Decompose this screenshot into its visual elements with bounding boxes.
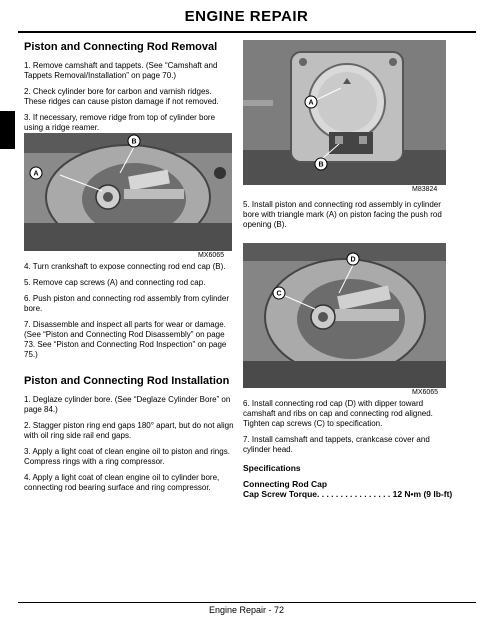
- step-text: 5. Remove cap screws (A) and connecting rod cap.: [24, 278, 206, 287]
- step-text: 5. Install piston and connecting rod assembly in cylinder bore with triangle mark (A) on piston facing the push rod opening (B).: [243, 200, 442, 229]
- right-column-bottom: [243, 399, 453, 499]
- installation-heading: Piston and Connecting Rod Installation: [24, 375, 230, 387]
- callout-b: B: [318, 161, 324, 169]
- step-text: 6. Install connecting rod cap (D) with dipper toward camshaft and ribs on cap and connecting rod aligned. Tighten cap screws (C) to specification.: [243, 399, 433, 428]
- callout-c: C: [276, 290, 282, 298]
- section-tab-marker: [0, 111, 15, 149]
- figure-id: MX6065: [198, 252, 225, 259]
- figure-id: M83824: [412, 186, 438, 193]
- page-header-title: ENGINE REPAIR: [184, 8, 309, 25]
- spec-label: Cap Screw Torque. . . . . . . . . . . . . . . .: [243, 489, 391, 499]
- step-text: 1. Deglaze cylinder bore. (See “Deglaze Cylinder Bore” on page 84.): [24, 395, 231, 414]
- callout-d: D: [350, 256, 356, 264]
- step-text: 4. Turn crankshaft to expose connecting rod end cap (B).: [24, 262, 226, 271]
- step-text: 3. If necessary, remove ridge from top of cylinder bore using a ridge reamer.: [24, 113, 216, 132]
- step-text: 7. Disassemble and inspect all parts for wear or damage. (See “Piston and Connecting Rod Disassembly” on page 73. See “Piston and Connecting Rod Inspection” on page 75.): [24, 320, 227, 359]
- figure-id: MX6065: [412, 389, 439, 396]
- figure-rod-cap-install: [243, 243, 446, 388]
- right-column-step5: [243, 200, 448, 236]
- spec-value: 12 N•m (9 lb-ft): [392, 489, 453, 499]
- header-rule: [18, 31, 476, 33]
- specifications-heading: Specifications: [243, 463, 301, 473]
- step-text: 4. Apply a light coat of clean engine oil to cylinder bore, connecting rod bearing surface and ring compressor.: [24, 473, 220, 492]
- piston-top-photo: [243, 40, 446, 185]
- callout-a: A: [33, 170, 39, 178]
- figure-piston-triangle-mark: [243, 40, 446, 185]
- spec-row: [243, 489, 453, 499]
- step-text: 2. Check cylinder bore for carbon and varnish ridges. These ridges can cause piston damage if not removed.: [24, 87, 219, 106]
- step-text: 7. Install camshaft and tappets, crankcase cover and cylinder head.: [243, 435, 430, 454]
- figure-piston-removal: [24, 133, 232, 251]
- spec-item-name: Connecting Rod Cap: [243, 479, 328, 489]
- connecting-rod-cap-photo: [243, 243, 446, 388]
- footer-rule: [18, 602, 476, 603]
- step-text: 3. Apply a light coat of clean engine oil to piston and rings. Compress rings with a ring compressor.: [24, 447, 230, 466]
- removal-heading: Piston and Connecting Rod Removal: [24, 41, 218, 53]
- page-footer: Engine Repair - 72: [208, 605, 285, 615]
- left-column-bottom: [24, 374, 234, 499]
- left-column-middle: [24, 262, 234, 366]
- step-text: 2. Stagger piston ring end gaps 180° apart, but do not align with oil ring side rail end gaps.: [24, 421, 234, 440]
- step-text: 1. Remove camshaft and tappets. (See “Camshaft and Tappets Removal/Installation” on page 70.): [24, 61, 218, 80]
- callout-a: A: [308, 99, 314, 107]
- step-text: 6. Push piston and connecting rod assembly from cylinder bore.: [24, 294, 229, 313]
- left-column-top: [24, 40, 232, 139]
- engine-crankcase-photo: [24, 133, 232, 251]
- callout-b: B: [131, 138, 137, 146]
